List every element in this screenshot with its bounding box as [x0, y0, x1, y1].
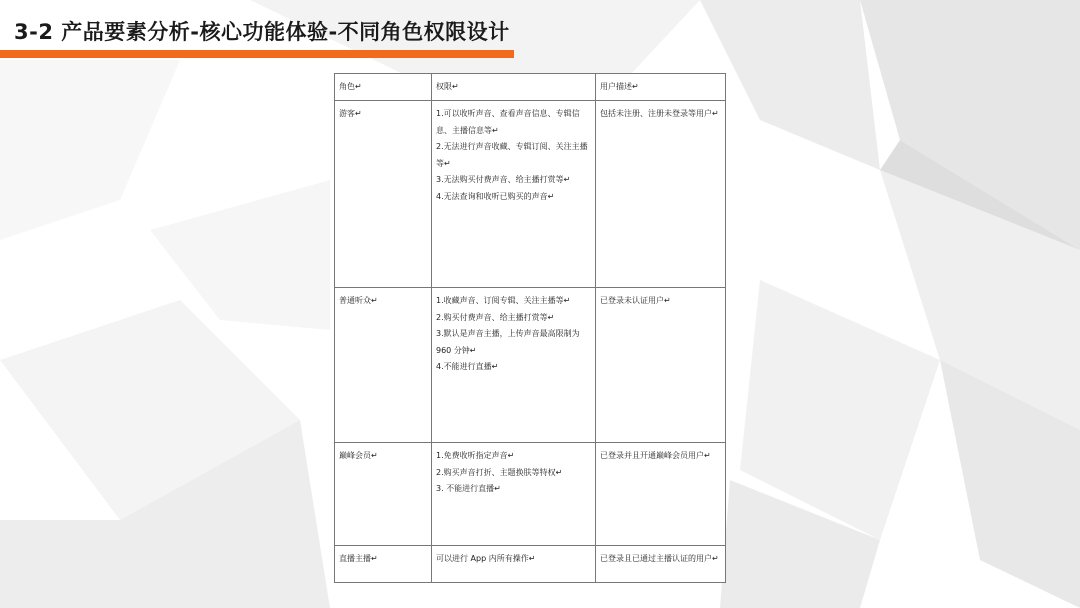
permission-item: 2.无法进行声音收藏、专辑订阅、关注主播等↵ — [436, 142, 588, 168]
permission-item: 1.收藏声音、订阅专辑、关注主播等↵ — [436, 296, 571, 305]
permission-item: 1.免费收听指定声音↵ — [436, 451, 515, 460]
description-cell: 已登录且已通过主播认证的用户↵ — [596, 546, 726, 583]
table-row — [335, 443, 726, 546]
role-cell: 直播主播↵ — [335, 546, 432, 583]
table-row — [335, 101, 726, 288]
role-permission-table — [334, 73, 726, 583]
permission-item: 3. 不能进行直播↵ — [436, 484, 501, 493]
table-row — [335, 288, 726, 443]
title-underline-bar — [0, 50, 514, 58]
role-cell: 巅峰会员↵ — [335, 443, 432, 546]
description-cell: 包括未注册、注册未登录等用户↵ — [596, 101, 726, 288]
permission-item: 4.不能进行直播↵ — [436, 362, 499, 371]
role-cell: 普通听众↵ — [335, 288, 432, 443]
permissions-cell — [432, 546, 596, 583]
slide-title: 3-2 产品要素分析-核心功能体验-不同角色权限设计 — [14, 20, 510, 44]
permissions-cell — [432, 288, 596, 443]
permissions-cell — [432, 443, 596, 546]
description-cell: 已登录并且开通巅峰会员用户↵ — [596, 443, 726, 546]
permissions-cell — [432, 101, 596, 288]
permission-item: 2.购买声音打折、主题换肤等特权↵ — [436, 467, 563, 477]
permission-item: 可以进行 App 内所有操作↵ — [436, 554, 536, 563]
permission-item: 1.可以收听声音、查看声音信息、专辑信息、主播信息等↵ — [436, 109, 580, 135]
header-description: 用户描述↵ — [596, 74, 726, 101]
permission-item: 3.无法购买付费声音、给主播打赏等↵ — [436, 175, 571, 184]
table-header-row — [335, 74, 726, 101]
permission-item: 3.默认是声音主播，上传声音最高限制为 960 分钟↵ — [436, 329, 580, 355]
role-cell: 游客↵ — [335, 101, 432, 288]
table-row — [335, 546, 726, 583]
permission-item: 2.购买付费声音、给主播打赏等↵ — [436, 312, 555, 322]
header-permissions: 权限↵ — [432, 74, 596, 101]
header-role: 角色↵ — [335, 74, 432, 101]
description-cell: 已登录未认证用户↵ — [596, 288, 726, 443]
permission-item: 4.无法查询和收听已购买的声音↵ — [436, 191, 555, 201]
